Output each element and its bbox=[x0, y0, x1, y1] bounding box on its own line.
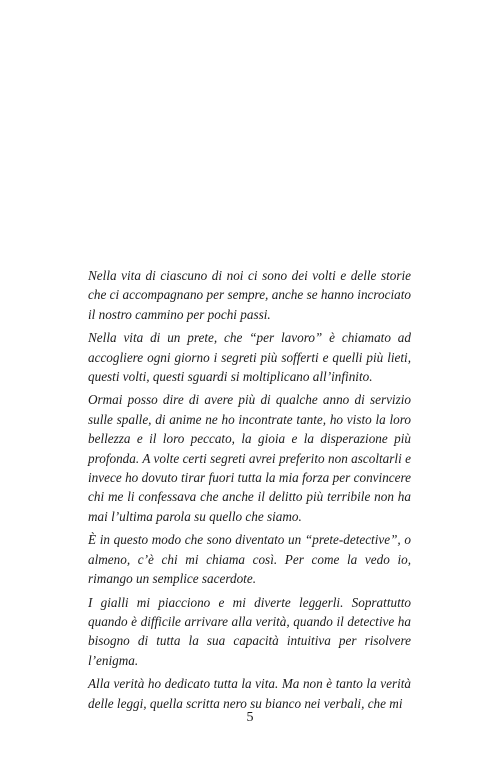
paragraph: Nella vita di un prete, che “per lavoro” è chiamato ad accogliere ogni giorno i segreti più sofferti e quelli più lieti, questi volti, questi sguardi si moltiplicano all’infinito. bbox=[88, 330, 411, 385]
paragraph: Alla verità ho dedicato tutta la vita. Ma non è tanto la verità delle leggi, quella scritta nero su bianco nei verbali, che mi bbox=[88, 676, 411, 711]
paragraph: Nella vita di ciascuno di noi ci sono dei volti e delle storie che ci accompagnano per sempre, anche se hanno incrociato il nostro cammino per pochi passi. bbox=[88, 268, 411, 322]
paragraph: È in questo modo che sono diventato un “prete-detective”, o almeno, c’è chi mi chiama così. Per come la vedo io, rimango un semplice sacerdote. bbox=[88, 532, 411, 587]
paragraph: Ormai posso dire di avere più di qualche anno di servizio sulle spalle, di anime ne ho incontrate tante, ho visto la loro bellezza e il loro peccato, la gioia e la disperazione più profonda. A volte certi segreti avrei preferito non ascoltarli e invece ho dovuto tirar fuori tutta la mia forza per convincere chi me li confessava che anche il delitto più terribile non ha mai l’ultima parola su quello che siamo. bbox=[88, 392, 411, 524]
paragraph: I gialli mi piacciono e mi diverte leggerli. Soprattutto quando è difficile arrivare alla verità, quando il detective ha bisogno di tutta la sua capacità intuitiva per risolvere l’enigma. bbox=[88, 594, 411, 668]
body-text bbox=[88, 266, 411, 713]
page-number: 5 bbox=[246, 710, 254, 725]
